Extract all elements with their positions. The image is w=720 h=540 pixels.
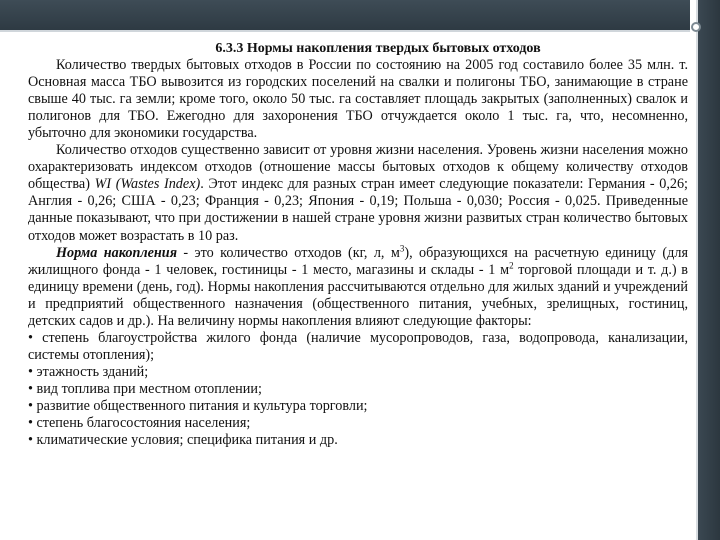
section-title: 6.3.3 Нормы накопления твердых бытовых отходов — [215, 41, 541, 56]
paragraph-waste-volume: Количество твердых бытовых отходов в России по состоянию на 2005 год составило более 35 млн. т. Основная масса ТБО вывозится из городских поселений на свалки и полигоны ТБО, занимающие в стране свыше 40 тыс. га земли; кроме того, около 50 тыс. га составляет площадь закрытых (заполненных) свалок и полигонов для ТБО. Ежегодно для захоронения ТБО отчуждается около 1 тыс. га, что, несомненно, убыточно для экономики государства. — [28, 57, 688, 142]
factor-list-item: • степень благоустройства жилого фонда (наличие мусоропроводов, газа, водопровода, канализации, системы отопления); — [28, 329, 688, 363]
slide-side-bar — [696, 0, 720, 540]
document-body — [28, 40, 688, 449]
slide-corner-circle — [691, 22, 701, 32]
paragraph-wastes-index — [28, 142, 688, 244]
factor-list-item: • вид топлива при местном отоплении; — [28, 380, 262, 397]
accumulation-norm-text-2: ), образующихся на расчетную единицу (для жилищного фонда - 1 человек, гостиницы - 1 место, магазины и склады - 1 м — [28, 244, 688, 278]
paragraph-wastes-index-text-1: Количество отходов существенно зависит от уровня жизни населения. Уровень жизни населения можно охарактеризовать индексом отходов (отношение массы бытовых отходов к общему количеству отходов общества) — [28, 142, 688, 193]
accumulation-norm-text-1: - это количество отходов (кг, л, м — [177, 244, 400, 261]
accumulation-norm-term: Норма накопления — [56, 244, 177, 261]
factor-list-item: • степень благосостояния населения; — [28, 415, 251, 432]
paragraph-accumulation-norm — [28, 242, 688, 330]
factor-list-item: • развитие общественного питания и культура торговли; — [28, 397, 368, 414]
wastes-index-term: WI (Wastes Index) — [94, 176, 201, 193]
factor-list-item: • климатические условия; специфика питания и др. — [28, 432, 338, 449]
superscript-square: 2 — [509, 259, 514, 270]
slide-header-bar — [0, 0, 690, 32]
superscript-cubic: 3 — [399, 242, 405, 253]
paragraph-wastes-index-text-2: . Этот индекс для разных стран имеет следующие показатели: Германия - 0,26; Англия - 0,26; США - 0,23; Франция - 0,23; Япония - 0,19; Польша - 0,030; Россия - 0,025. Приведенные данные показывают, что при достижении в нашей стране уровня жизни развитых стран количество бытовых отходов может возрастать в 10 раз. — [28, 176, 689, 244]
factor-list-item: • этажность зданий; — [28, 363, 149, 380]
accumulation-norm-text-3: торговой площади и т. д.) в единицу времени (день, год). Нормы накопления рассчитываются отдельно для жилых зданий и учреждений и предприятий общественного назначения (общественного питания, учебных, зрелищных, гостиниц, детских садов и др.). На величину нормы накопления влияют следующие факторы: — [28, 261, 688, 329]
